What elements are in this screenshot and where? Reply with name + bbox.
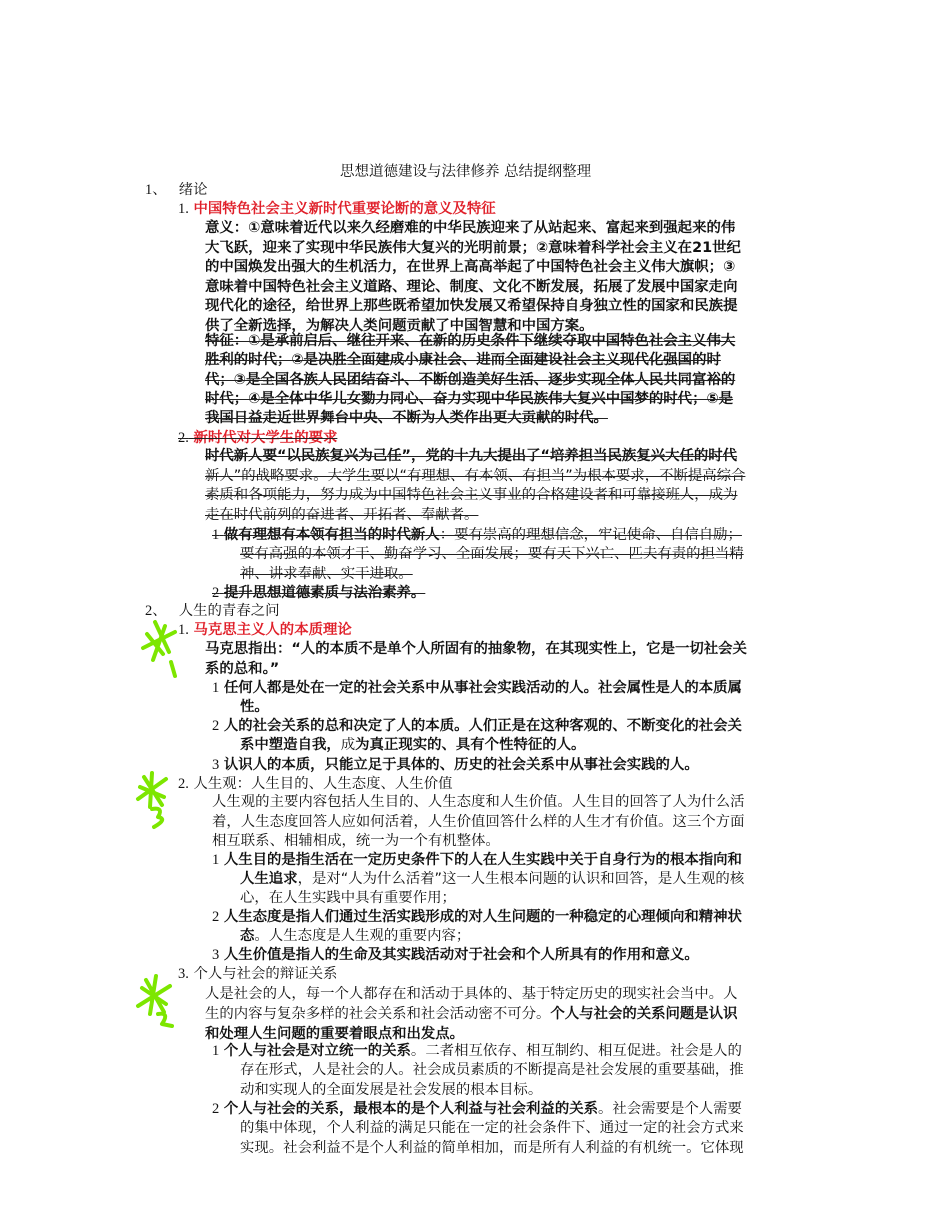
text-part: 个人与社会的关系问题是认识 xyxy=(550,1006,738,1022)
text-line: 要有高强的本领才干、勤奋学习、全面发展；要有天下兴亡、匹夫有责的担当精 xyxy=(240,546,744,562)
text-line: 着，人生态度回答人应如何活着，人生价值回答什么样的人生才有价值。这三个方面 xyxy=(212,813,745,830)
handwritten-star-icon xyxy=(130,763,186,833)
text-line: 代；③是全国各族人民团结奋斗、不断创造美好生活、逐步实现全体人民共同富裕的 xyxy=(205,371,736,388)
text-line: 存在形式，人是社会的人。社会成员素质的不断提高是社会发展的重要基础，推 xyxy=(240,1062,744,1078)
text-line: 动和实现人的全面发展是社会发展的根本目标。 xyxy=(240,1081,543,1098)
page-title: 思想道德建设与法律修养 总结提纲整理 xyxy=(340,164,592,180)
text-line: 实现。社会利益不是个人利益的简单相加，而是所有人利益的有机统一。它体现 xyxy=(240,1139,744,1156)
students-sub-item-1-cont xyxy=(240,545,744,584)
outlook-intro xyxy=(212,793,744,852)
sub-item-bold: 做有理想有本领有担当的时代新人 xyxy=(223,527,440,543)
text-part: ，是对“人为什么活着”这一人生根本问题的认识和回答，是人生观的核 xyxy=(297,871,745,887)
outlook-point-2-cont xyxy=(240,927,470,945)
marx-point-3 xyxy=(212,756,699,774)
text-line: 供了全新选择，为解决人类问题贡献了中国智慧和中国方案。 xyxy=(205,317,594,334)
text-line: 和处理人生问题的重要着眼点和出发点。 xyxy=(205,1026,465,1042)
text-line: 系的总和。” xyxy=(205,661,280,677)
point-number: 3 xyxy=(212,947,220,963)
item-heading-marxism xyxy=(178,621,352,639)
individual-society-point-2-cont xyxy=(240,1119,744,1158)
item-heading-text: 个人与社会的辩证关系 xyxy=(193,966,338,982)
text-line: 意义：①意味着近代以来久经磨难的中华民族迎来了从站起来、富起来到强起来的伟 xyxy=(205,220,736,236)
text-part: 为真正现实的、具有个性特征的人。 xyxy=(355,737,586,753)
text-line: 人生价值是指人的生命及其实践活动对于社会和个人所具有的作用和意义。 xyxy=(223,947,699,963)
text-part: 生的内容与复杂多样的社会关系和社会活动密不可分。 xyxy=(205,1006,551,1022)
text-line: 性。 xyxy=(240,699,269,715)
text-line: 的集中体现，个人利益的满足只能在一定的社会条件下、通过一定的社会方式来 xyxy=(240,1120,744,1136)
text-line: 相互联系、相辅相成，统一为一个有机整体。 xyxy=(212,833,500,849)
outlook-point-1 xyxy=(212,851,742,869)
text-line: 新人”的战略要求。大学生要以“有理想、有本领、有担当”为根本要求，不断提高综合 xyxy=(205,467,746,484)
text-line: 时代；④是全体中华儿女勠力同心、奋力实现中华民族伟大复兴中国梦的时代；⑤是 xyxy=(205,390,734,407)
item-heading-text: 中国特色社会主义新时代重要论断的意义及特征 xyxy=(193,201,496,217)
point-number: 1 xyxy=(212,680,220,696)
marx-quote xyxy=(205,639,747,679)
text-line: 人生观的主要内容包括人生目的、人生态度和人生价值。人生目的回答了人为什么活 xyxy=(212,794,745,810)
text-line: 特征：①是承前启后、继往开来、在新的历史条件下继续夺取中国特色社会主义伟大 xyxy=(205,333,736,349)
text-line-mixed xyxy=(205,1004,737,1024)
text-line: 的中国焕发出强大的生机活力，在世界上高高举起了中国特色社会主义伟大旗帜；③ xyxy=(205,259,736,276)
students-paragraph xyxy=(205,447,745,525)
individual-society-point-1 xyxy=(212,1042,742,1060)
sub-item-number: 2 xyxy=(212,585,220,601)
item-number: 1. xyxy=(178,201,189,217)
text-line: 走在时代前列的奋进者、开拓者、奉献者。 xyxy=(205,506,479,523)
text-line: 人是社会的人，每一个人都存在和活动于具体的、基于特定历史的现实社会当中。人 xyxy=(205,986,738,1002)
text-line: 人的社会关系的总和决定了人的本质。人们正是在这种客观的、不断变化的社会关 xyxy=(223,718,742,734)
text-part: 成 xyxy=(340,737,356,753)
individual-society-point-2 xyxy=(212,1100,742,1118)
outlook-point-1-cont xyxy=(240,870,744,888)
section-heading-intro xyxy=(145,181,208,199)
text-part: 个人与社会是对立统一的关系 xyxy=(223,1043,411,1059)
students-sub-item-1 xyxy=(212,526,742,544)
item-number: 2. xyxy=(178,430,189,446)
section-number: 1、 xyxy=(145,182,167,198)
text-part: 。社会需要是个人需要 xyxy=(598,1101,742,1117)
section-number: 2、 xyxy=(145,603,167,619)
text-part: 系中塑造自我， xyxy=(240,737,341,753)
individual-society-intro xyxy=(205,984,737,1044)
item-heading-text: 新时代对大学生的要求 xyxy=(193,430,338,446)
text-line: 人生目的是指生活在一定历史条件下的人在人生实践中关于自身行为的根本指向和 xyxy=(223,852,742,868)
text-line: 任何人都是处在一定的社会关系中从事社会实践活动的人。社会属性是人的本质属 xyxy=(223,680,742,696)
handwritten-star-icon xyxy=(132,968,188,1038)
sub-item-number: 1 xyxy=(212,527,220,543)
text-line: 马克思指出：“人的本质不是单个人所固有的抽象物，在其现实性上，它是一切社会关 xyxy=(205,641,747,657)
point-number: 3 xyxy=(212,757,220,773)
text-part: 。二者相互依存、相互制约、相互促进。社会是人的 xyxy=(410,1043,742,1059)
text-line: 心，在人生实践中具有重要作用； xyxy=(240,890,456,906)
item-number: 1. xyxy=(178,622,189,638)
marx-point-1 xyxy=(212,679,742,697)
item-heading-students xyxy=(178,429,337,447)
outlook-point-3 xyxy=(212,946,699,964)
text-line: 大飞跃，迎来了实现中华民族伟大复兴的光明前景；②意味着科学社会主义在21世纪 xyxy=(205,239,741,256)
feature-paragraph xyxy=(205,332,735,428)
marx-point-2 xyxy=(212,717,742,735)
item-heading-text: 人生观：人生目的、人生态度、人生价值 xyxy=(193,776,453,792)
text-line: 我国日益走近世界舞台中央、不断为人类作出更大贡献的时代。 xyxy=(205,410,608,427)
text-part: 。人生态度是人生观的重要内容； xyxy=(254,928,471,944)
text-line: 现代化的途径，给世界上那些既希望加快发展又希望保持自身独立性的国家和民族提 xyxy=(205,298,738,315)
students-sub-item-2 xyxy=(212,584,425,602)
section-label: 人生的青春之问 xyxy=(178,603,280,619)
marx-point-2-cont xyxy=(240,736,585,754)
point-number: 2 xyxy=(212,718,220,734)
meaning-paragraph xyxy=(205,219,741,337)
text-line: 认识人的本质，只能立足于具体的、历史的社会关系中从事社会实践的人。 xyxy=(223,757,699,773)
section-label: 绪论 xyxy=(178,182,208,198)
text-line: 人生态度是指人们通过生活实践形成的对人生问题的一种稳定的心理倾向和精神状 xyxy=(223,909,742,925)
item-number: 3. xyxy=(178,966,189,982)
item-heading-individual-society xyxy=(178,965,337,983)
item-number: 2. xyxy=(178,776,189,792)
text-line: 时代新人要“以民族复兴为己任”，党的十九大提出了“培养担当民族复兴大任的时代 xyxy=(205,448,738,464)
individual-society-point-1-cont xyxy=(240,1061,744,1100)
item-heading-outlook xyxy=(178,775,453,793)
text-part: 态 xyxy=(240,928,255,944)
text-part: 个人与社会的关系，最根本的是个人利益与社会利益的关系 xyxy=(223,1101,598,1117)
text-line: 意味着中国特色社会主义道路、理论、制度、文化不断发展，拓展了发展中国家走向 xyxy=(205,278,738,295)
text-line: 神、讲求奉献、实干进取。 xyxy=(240,565,413,582)
point-number: 1 xyxy=(212,1043,220,1059)
sub-item-bold: 提升思想道德素质与法治素养。 xyxy=(223,585,426,601)
item-heading-text: 马克思主义人的本质理论 xyxy=(193,622,352,638)
text-line: 素质和各项能力，努力成为中国特色社会主义事业的合格建设者和可靠接班人，成为 xyxy=(205,487,738,503)
item-heading-new-era xyxy=(178,200,496,218)
sub-item-text: ：要有崇高的理想信念，牢记使命、自信自励； xyxy=(439,527,742,543)
outlook-point-2 xyxy=(212,908,742,926)
point-number: 1 xyxy=(212,852,220,868)
handwritten-star-icon xyxy=(135,612,191,682)
text-line: 胜利的时代；②是决胜全面建成小康社会、进而全面建设社会主义现代化强国的时 xyxy=(205,352,721,369)
text-part: 人生追求 xyxy=(240,871,298,887)
point-number: 2 xyxy=(212,1101,220,1117)
point-number: 2 xyxy=(212,909,220,925)
